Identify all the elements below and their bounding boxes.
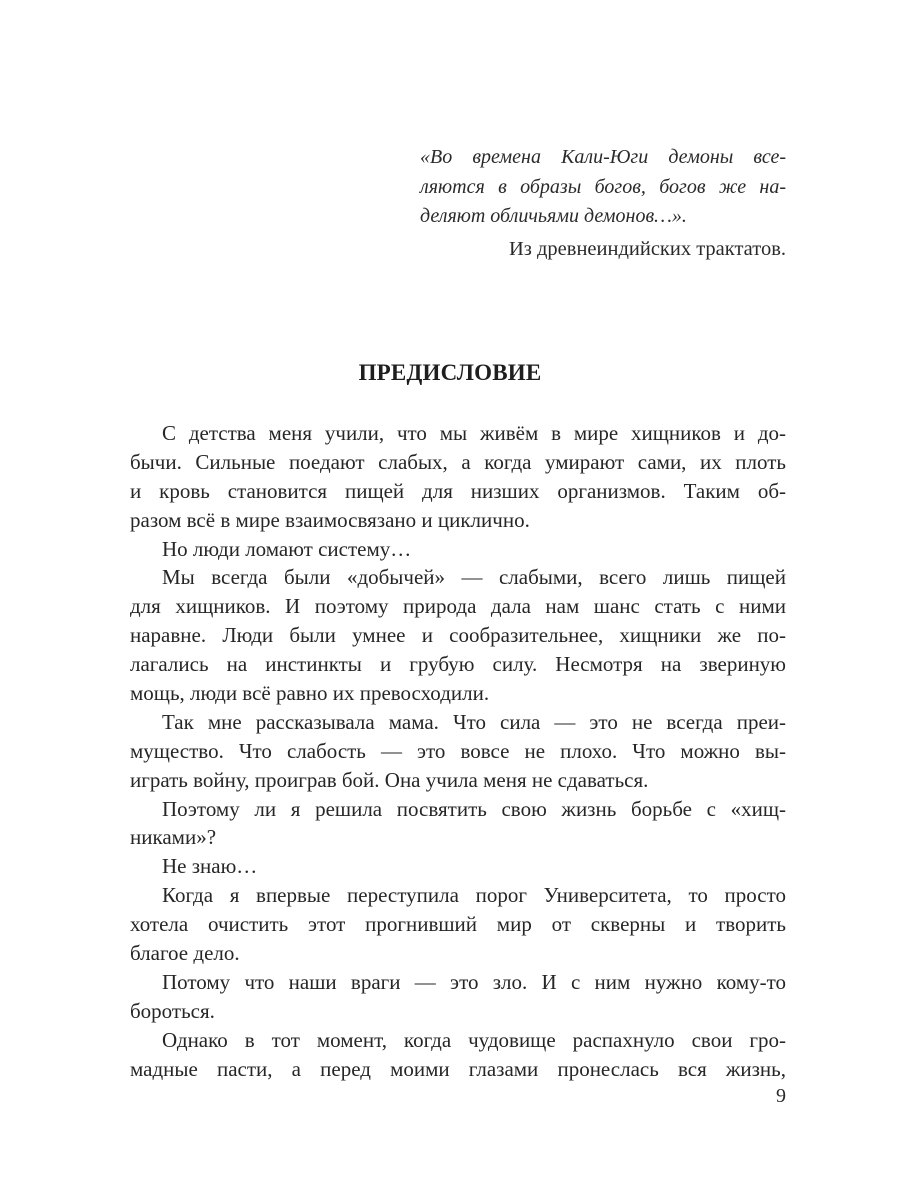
text-line: Однако в тот момент, когда чудовище распахнуло свои гро-: [162, 1027, 786, 1052]
text-line: Потому что наши враги — это зло. И с ним нужно кому-то: [162, 969, 786, 994]
paragraph: [130, 968, 786, 1026]
body-text: [130, 419, 786, 1083]
text-line: бычи. Сильные поедают слабых, а когда умирают сами, их плоть: [130, 449, 786, 474]
epigraph-source: Из древнеиндийских трактатов.: [508, 238, 786, 260]
text-line: и кровь становится пищей для низших организмов. Таким об-: [130, 478, 786, 503]
text-line: никами»?: [130, 825, 217, 850]
text-line: разом всё в мире взаимосвязано и циклично.: [130, 507, 530, 532]
paragraph: [130, 881, 786, 968]
text-line: мадные пасти, а перед моими глазами пронеслась вся жизнь,: [130, 1056, 786, 1081]
text-line: для хищников. И поэтому природа дала нам шанс стать с ними: [130, 594, 786, 619]
epigraph-line: деляют обличьями демонов…».: [420, 205, 687, 227]
text-line: хотела очистить этот прогнивший мир от скверны и творить: [130, 912, 786, 937]
text-line: Поэтому ли я решила посвятить свою жизнь борьбе с «хищ-: [162, 796, 786, 821]
paragraph: [130, 1026, 786, 1084]
text-line: Так мне рассказывала мама. Что сила — это не всегда преи-: [162, 709, 786, 734]
text-line: мущество. Что слабость — это вовсе не плохо. Что можно вы-: [130, 738, 786, 763]
epigraph-quote: [420, 143, 786, 232]
text-line: наравне. Люди были умнее и сообразительнее, хищники же по-: [130, 623, 786, 648]
text-line: Мы всегда были «добычей» — слабыми, всего лишь пищей: [162, 565, 786, 590]
paragraph: [130, 535, 786, 564]
text-line: бороться.: [130, 998, 215, 1023]
text-line: Когда я впервые переступила порог Университета, то просто: [162, 883, 786, 908]
paragraph: [130, 563, 786, 707]
paragraph: [130, 852, 786, 881]
text-line: благое дело.: [130, 941, 240, 966]
text-line: мощь, люди всё равно их превосходили.: [130, 681, 490, 706]
text-line: лагались на инстинкты и грубую силу. Несмотря на звериную: [130, 652, 786, 677]
chapter-title: ПРЕДИСЛОВИЕ: [358, 360, 542, 385]
page-number: 9: [776, 1085, 786, 1107]
text-line: играть войну, проиграв бой. Она учила меня не сдаваться.: [130, 767, 649, 792]
paragraph: [130, 419, 786, 535]
text-line: Не знаю…: [162, 854, 258, 879]
epigraph-line: «Во времена Кали-Юги демоны все-: [420, 146, 786, 168]
paragraph: [130, 708, 786, 795]
text-line: Но люди ломают систему…: [162, 536, 412, 561]
text-line: С детства меня учили, что мы живём в мире хищников и до-: [162, 421, 786, 445]
epigraph-line: ляются в образы богов, богов же на-: [420, 175, 786, 198]
paragraph: [130, 795, 786, 853]
